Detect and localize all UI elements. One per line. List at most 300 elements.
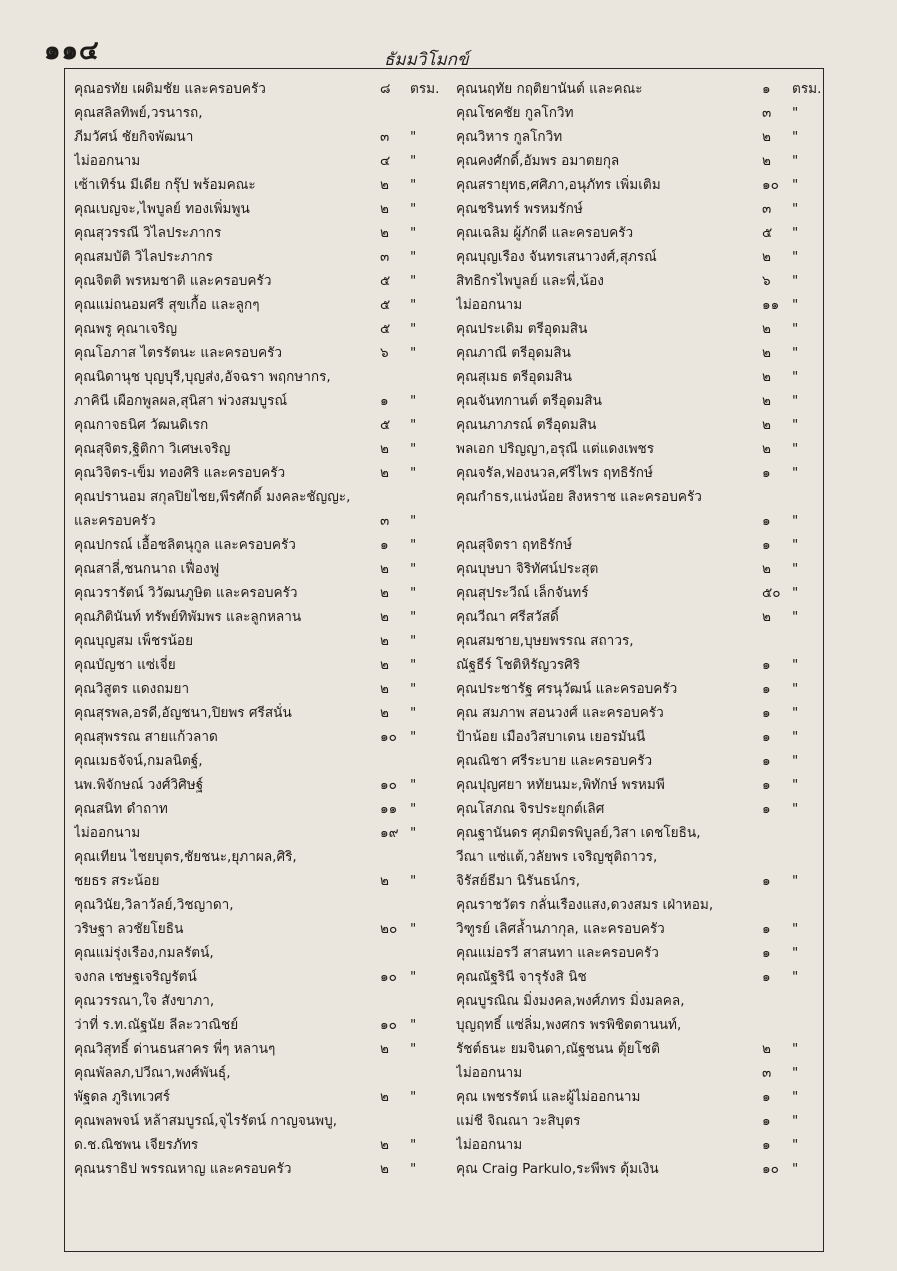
donation-amount: ๔ bbox=[380, 153, 391, 169]
donation-amount: ๑ bbox=[762, 537, 771, 553]
donor-name: คุณปุญศยา หทัยนมะ,พิทักษ์ พรหมพี bbox=[456, 777, 665, 793]
entry-line bbox=[456, 101, 826, 125]
entry-line bbox=[456, 1061, 826, 1085]
donation-unit: " bbox=[792, 465, 799, 481]
entry-line bbox=[456, 869, 826, 893]
donor-name bbox=[456, 509, 762, 533]
donor-name: คุณพัลลภ,ปวีณา,พงศ์พันธุ์, bbox=[74, 1065, 231, 1081]
donation-amount: ๑ bbox=[762, 753, 771, 769]
donation-unit: " bbox=[410, 873, 417, 889]
donor-name: คุณนิดานุช บุญบุรี,บุญส่ง,อัจฉรา พฤกษากร, bbox=[74, 369, 331, 385]
donation-amount: ๑ bbox=[762, 1137, 771, 1153]
donation-amount: ๑ bbox=[762, 729, 771, 745]
donation-unit: " bbox=[410, 825, 417, 841]
donation-amount: ๕ bbox=[762, 225, 773, 241]
donor-entry bbox=[456, 293, 826, 317]
donation-amount: ๒ bbox=[380, 681, 389, 697]
donor-name: คุณนภาภรณ์ ตรีอุดมสิน bbox=[456, 417, 597, 433]
donation-unit: " bbox=[792, 1113, 799, 1129]
donor-entry bbox=[74, 341, 444, 365]
donation-unit: " bbox=[792, 249, 799, 265]
donor-entry bbox=[456, 269, 826, 293]
donation-unit: " bbox=[792, 513, 799, 529]
donation-amount: ๑๐ bbox=[380, 1017, 397, 1033]
entry-line bbox=[456, 1013, 826, 1037]
donation-unit: " bbox=[410, 657, 417, 673]
donation-unit: " bbox=[410, 321, 417, 337]
donor-name: ชยธร สระน้อย bbox=[74, 873, 160, 889]
donation-unit bbox=[792, 989, 826, 1013]
donation-amount: ๕ bbox=[380, 417, 391, 433]
donation-unit: " bbox=[410, 441, 417, 457]
donor-name: วิฑูรย์ เลิศล้ำนภากุล, และครอบครัว bbox=[456, 921, 665, 937]
entry-line bbox=[456, 1037, 826, 1061]
donation-amount: ๑๐ bbox=[380, 729, 397, 745]
entry-line bbox=[456, 797, 826, 821]
entry-line bbox=[456, 173, 826, 197]
donor-name: คุณพรู คุณาเจริญ bbox=[74, 321, 178, 337]
donation-amount: ๘ bbox=[380, 81, 391, 97]
donor-entry bbox=[74, 197, 444, 221]
donor-name: คุณ เพชรรัตน์ และผู้ไม่ออกนาม bbox=[456, 1089, 641, 1105]
donation-unit: " bbox=[792, 705, 799, 721]
donation-unit: " bbox=[410, 273, 417, 289]
entry-line bbox=[456, 821, 826, 845]
entry-line bbox=[74, 197, 444, 221]
donor-entry bbox=[74, 605, 444, 629]
entry-line bbox=[456, 653, 826, 677]
donation-unit: " bbox=[410, 129, 417, 145]
entry-line bbox=[74, 1085, 444, 1109]
donation-amount: ๓ bbox=[380, 249, 390, 265]
donation-unit bbox=[792, 485, 826, 509]
entry-line bbox=[74, 701, 444, 725]
left-column bbox=[74, 77, 444, 1181]
entry-line bbox=[74, 413, 444, 437]
entry-line bbox=[74, 77, 444, 101]
donation-unit bbox=[410, 893, 444, 917]
donation-amount: ๑๐ bbox=[762, 1161, 779, 1177]
donation-amount: ๓ bbox=[762, 105, 772, 121]
donation-unit: " bbox=[792, 177, 799, 193]
entry-line bbox=[74, 773, 444, 797]
donation-unit: " bbox=[792, 393, 799, 409]
donation-unit: " bbox=[792, 321, 799, 337]
donor-name: คุณเฉลิม ผู้ภักดี และครอบครัว bbox=[456, 225, 634, 241]
donation-unit: " bbox=[410, 201, 417, 217]
donation-unit: ตรม. bbox=[792, 81, 822, 97]
donor-name: ป้าน้อย เมืองวิสบาเดน เยอรมันนี bbox=[456, 729, 646, 745]
donation-unit: " bbox=[792, 441, 799, 457]
donation-amount bbox=[380, 941, 410, 965]
donor-name: ด.ช.ณิชพน เจียรภัทร bbox=[74, 1137, 199, 1153]
right-column bbox=[456, 77, 826, 1181]
donation-amount: ๒ bbox=[380, 225, 389, 241]
donation-unit: " bbox=[410, 153, 417, 169]
donation-amount: ๒ bbox=[762, 153, 771, 169]
entry-line bbox=[74, 221, 444, 245]
donation-amount: ๑ bbox=[762, 969, 771, 985]
donor-name: คุณวิสูตร แดงถมยา bbox=[74, 681, 190, 697]
entry-line bbox=[74, 101, 444, 125]
donor-name: คุณสุจิตร,ฐิติกา วิเศษเจริญ bbox=[74, 441, 231, 457]
donor-entry bbox=[74, 821, 444, 845]
entry-line bbox=[74, 677, 444, 701]
donor-entry bbox=[74, 533, 444, 557]
entry-line bbox=[74, 749, 444, 773]
donor-entry bbox=[74, 1037, 444, 1061]
donor-entry bbox=[74, 581, 444, 605]
donation-amount: ๒ bbox=[380, 705, 389, 721]
entry-line bbox=[456, 149, 826, 173]
donor-name: ไม่ออกนาม bbox=[74, 153, 141, 169]
donor-name: คุณวรรณา,ใจ สังขาภา, bbox=[74, 993, 215, 1009]
donor-entry bbox=[74, 485, 444, 533]
entry-line bbox=[74, 581, 444, 605]
donor-entry bbox=[456, 221, 826, 245]
donor-entry bbox=[456, 533, 826, 557]
donation-unit: " bbox=[792, 153, 799, 169]
donation-unit: " bbox=[792, 873, 799, 889]
donor-entry bbox=[74, 461, 444, 485]
entry-line bbox=[74, 1109, 444, 1133]
donation-unit bbox=[792, 893, 826, 917]
entry-line bbox=[74, 1037, 444, 1061]
donation-amount: ๑๑ bbox=[762, 297, 780, 313]
donor-name: คุณณิชา ศรีระบาย และครอบครัว bbox=[456, 753, 653, 769]
donor-entry bbox=[456, 749, 826, 773]
entry-line bbox=[456, 221, 826, 245]
donor-entry bbox=[456, 581, 826, 605]
donation-unit bbox=[410, 989, 444, 1013]
donation-unit: " bbox=[792, 1137, 799, 1153]
donation-amount: ๓ bbox=[762, 1065, 772, 1081]
entry-line bbox=[456, 989, 826, 1013]
donation-amount: ๒ bbox=[762, 441, 771, 457]
donor-entry bbox=[456, 317, 826, 341]
donor-entry bbox=[456, 485, 826, 533]
donation-amount: ๑ bbox=[762, 777, 771, 793]
donation-amount bbox=[762, 629, 792, 653]
donor-name: คุณคงศักดิ์,อัมพร อมาตยกุล bbox=[456, 153, 620, 169]
donor-entry bbox=[74, 269, 444, 293]
donation-amount: ๒ bbox=[380, 873, 389, 889]
donor-name: ภีมวัศน์ ชัยกิจพัฒนา bbox=[74, 129, 194, 145]
donor-name: คุณสุประวีณ์ เล็กจันทร์ bbox=[456, 585, 589, 601]
entry-line bbox=[74, 245, 444, 269]
entry-line bbox=[74, 1013, 444, 1037]
donor-name: แม่ชี จิณณา วะสิบุตร bbox=[456, 1113, 581, 1129]
entry-line bbox=[456, 341, 826, 365]
donor-entry bbox=[456, 1061, 826, 1085]
donation-unit: " bbox=[410, 561, 417, 577]
donor-entry bbox=[456, 461, 826, 485]
entry-line bbox=[74, 1133, 444, 1157]
entry-line bbox=[74, 293, 444, 317]
donor-entry bbox=[74, 845, 444, 893]
entry-line bbox=[74, 989, 444, 1013]
donation-amount: ๓ bbox=[380, 513, 390, 529]
donor-entry bbox=[74, 1061, 444, 1109]
donor-name: วริษฐา ลวชัยโยธิน bbox=[74, 921, 184, 937]
donor-name: คุณจรัล,ฟองนวล,ศรีไพร ฤทธิรักษ์ bbox=[456, 465, 653, 481]
donation-unit bbox=[410, 749, 444, 773]
donor-name: คุณวิสุทธิ์ ด่านธนสาคร พี่ๆ หลานๆ bbox=[74, 1041, 276, 1057]
donation-amount: ๒ bbox=[380, 1137, 389, 1153]
entry-line bbox=[456, 413, 826, 437]
donation-amount bbox=[380, 749, 410, 773]
donation-amount: ๒ bbox=[762, 249, 771, 265]
donation-unit: " bbox=[792, 729, 799, 745]
donation-amount: ๒ bbox=[762, 345, 771, 361]
donor-entry bbox=[74, 701, 444, 725]
donor-entry bbox=[456, 173, 826, 197]
donor-name: คุณ Craig Parkulo,ระพีพร ดุ้มเงิน bbox=[456, 1161, 659, 1177]
entry-line bbox=[74, 461, 444, 485]
donation-unit: " bbox=[792, 1065, 799, 1081]
entry-line bbox=[74, 1061, 444, 1085]
donor-name: คุณณัฐรินี จารุรังสิ นิช bbox=[456, 969, 587, 985]
donation-unit: " bbox=[410, 969, 417, 985]
donor-name: คุณแม่รุ่งเรือง,กมลรัตน์, bbox=[74, 945, 214, 961]
entry-line bbox=[456, 749, 826, 773]
donation-unit: " bbox=[792, 969, 799, 985]
donor-entry bbox=[456, 1133, 826, 1157]
donor-entry bbox=[456, 677, 826, 701]
entry-line bbox=[74, 725, 444, 749]
donation-amount bbox=[762, 1013, 792, 1037]
donation-amount bbox=[380, 101, 410, 125]
donation-unit: ตรม. bbox=[410, 81, 440, 97]
donor-entry bbox=[74, 797, 444, 821]
donor-entry bbox=[456, 557, 826, 581]
donation-unit: " bbox=[792, 681, 799, 697]
donation-unit: " bbox=[792, 561, 799, 577]
entry-line bbox=[74, 941, 444, 965]
donation-amount: ๒ bbox=[762, 417, 771, 433]
donation-amount bbox=[762, 845, 792, 869]
donor-entry bbox=[74, 725, 444, 749]
donation-amount: ๒ bbox=[380, 201, 389, 217]
donor-entry bbox=[456, 341, 826, 365]
donation-unit: " bbox=[792, 801, 799, 817]
donor-entry bbox=[74, 557, 444, 581]
donor-name: คุณสุรพล,อรดี,อัญชนา,ปิยพร ศรีสนั่น bbox=[74, 705, 292, 721]
entry-line bbox=[456, 509, 826, 533]
entry-line bbox=[74, 557, 444, 581]
entry-line bbox=[456, 437, 826, 461]
donation-amount: ๒ bbox=[762, 321, 771, 337]
entry-line bbox=[456, 773, 826, 797]
donation-amount: ๑ bbox=[762, 465, 771, 481]
donor-name: คุณนราธิป พรรณหาญ และครอบครัว bbox=[74, 1161, 292, 1177]
donation-amount: ๒ bbox=[380, 657, 389, 673]
entry-line bbox=[456, 533, 826, 557]
donation-amount: ๑ bbox=[762, 801, 771, 817]
donor-entry bbox=[456, 605, 826, 629]
donor-entry bbox=[456, 413, 826, 437]
donation-unit bbox=[792, 821, 826, 845]
donor-entry bbox=[74, 221, 444, 245]
donor-name: คุณราชวัตร กลั่นเรืองแสง,ดวงสมร เฝ่าหอม, bbox=[456, 897, 714, 913]
entry-line bbox=[74, 797, 444, 821]
donation-unit: " bbox=[792, 129, 799, 145]
donor-name: พลเอก ปริญญา,อรุณี แต่แดงเพชร bbox=[456, 441, 655, 457]
entry-line bbox=[456, 317, 826, 341]
donor-name: วีณา แซ่แต้,วลัยพร เจริญชุติถาวร, bbox=[456, 849, 658, 865]
donation-unit: " bbox=[410, 297, 417, 313]
donor-entry bbox=[456, 797, 826, 821]
donor-name: ไม่ออกนาม bbox=[456, 1065, 523, 1081]
donor-name: คุณวิจิตร-เข็ม ทองศิริ และครอบครัว bbox=[74, 465, 286, 481]
donation-amount: ๑ bbox=[762, 921, 771, 937]
donor-entry bbox=[74, 893, 444, 941]
donor-name: คุณพลพจน์ หล้าสมบูรณ์,จุไรรัตน์ กาญจนพบู, bbox=[74, 1113, 338, 1129]
donation-amount bbox=[380, 845, 410, 869]
entry-line bbox=[74, 893, 444, 917]
donation-unit: " bbox=[410, 1041, 417, 1057]
donation-amount: ๑ bbox=[762, 657, 771, 673]
donor-entry bbox=[74, 317, 444, 341]
donor-name: เซ้าเทิร์น มีเดีย กรุ๊ป พร้อมคณะ bbox=[74, 177, 256, 193]
donation-amount: ๒ bbox=[380, 441, 389, 457]
entry-line bbox=[456, 605, 826, 629]
donation-unit: " bbox=[792, 657, 799, 673]
donor-entry bbox=[74, 413, 444, 437]
donor-name: คุณสมชาย,บุษยพรรณ สถาวร, bbox=[456, 633, 634, 649]
donation-amount bbox=[380, 485, 410, 509]
entry-line bbox=[74, 173, 444, 197]
donor-entry bbox=[456, 365, 826, 389]
donation-amount bbox=[380, 989, 410, 1013]
donation-unit bbox=[792, 629, 826, 653]
donor-name: บุญฤทธิ์ แซ่ลิ่ม,พงศกร พรพิชิตตานนท์, bbox=[456, 1017, 682, 1033]
donation-amount: ๑ bbox=[762, 513, 771, 529]
donor-entry bbox=[456, 77, 826, 101]
donor-entry bbox=[456, 197, 826, 221]
donation-amount: ๒ bbox=[380, 177, 389, 193]
entry-line bbox=[74, 533, 444, 557]
donation-amount: ๕ bbox=[380, 321, 391, 337]
donation-amount bbox=[762, 485, 792, 509]
donor-name: ไม่ออกนาม bbox=[456, 1137, 523, 1153]
entry-line bbox=[456, 245, 826, 269]
entry-line bbox=[456, 365, 826, 389]
donation-amount bbox=[380, 893, 410, 917]
donation-unit: " bbox=[792, 297, 799, 313]
donor-entry bbox=[74, 629, 444, 653]
donation-amount: ๒ bbox=[762, 393, 771, 409]
donor-name: คุณวิหาร กูลโกวิท bbox=[456, 129, 563, 145]
donation-amount: ๒ bbox=[380, 609, 389, 625]
entry-line bbox=[74, 629, 444, 653]
donation-unit bbox=[410, 1061, 444, 1085]
donor-name: ไม่ออกนาม bbox=[74, 825, 141, 841]
donation-unit: " bbox=[792, 945, 799, 961]
donor-entry bbox=[74, 1157, 444, 1181]
donation-unit: " bbox=[410, 177, 417, 193]
donation-amount: ๖ bbox=[762, 273, 771, 289]
donation-amount: ๒ bbox=[380, 1041, 389, 1057]
donor-entry bbox=[456, 773, 826, 797]
donation-unit: " bbox=[410, 681, 417, 697]
donor-entry bbox=[456, 725, 826, 749]
donor-name: คุณสุจิตรา ฤทธิรักษ์ bbox=[456, 537, 573, 553]
donation-amount: ๑ bbox=[380, 393, 389, 409]
donor-entry bbox=[456, 965, 826, 989]
entry-line bbox=[456, 1157, 826, 1181]
donation-unit bbox=[792, 845, 826, 869]
donor-name: ณัฐธีร์ โชติหิรัญวรศิริ bbox=[456, 657, 581, 673]
donation-unit: " bbox=[792, 921, 799, 937]
donor-name: คุณประเดิม ตรีอุดมสิน bbox=[456, 321, 588, 337]
donation-amount bbox=[762, 821, 792, 845]
entry-line bbox=[74, 125, 444, 149]
donor-entry bbox=[456, 245, 826, 269]
donation-unit bbox=[410, 845, 444, 869]
donor-name: คุณกำธร,แน่งน้อย สิงหราช และครอบครัว bbox=[456, 489, 702, 505]
donation-amount: ๓ bbox=[762, 201, 772, 217]
entry-line bbox=[456, 725, 826, 749]
entry-line bbox=[74, 605, 444, 629]
donor-name: คุณนฤทัย กฤติยานันต์ และคณะ bbox=[456, 81, 643, 97]
donation-unit: " bbox=[792, 417, 799, 433]
donor-entry bbox=[74, 173, 444, 197]
donor-name: คุณประชารัฐ ศรนุวัฒน์ และครอบครัว bbox=[456, 681, 678, 697]
entry-line bbox=[74, 317, 444, 341]
donor-name: คุณกาจธนิศ วัฒนดิเรก bbox=[74, 417, 209, 433]
donor-entry bbox=[74, 245, 444, 269]
donor-name: คุณอรทัย เผดิมชัย และครอบครัว bbox=[74, 81, 266, 97]
donor-name: คุณบุษบา จิริทัศน์ประสุต bbox=[456, 561, 599, 577]
entry-line bbox=[74, 1157, 444, 1181]
entry-line bbox=[74, 149, 444, 173]
donation-unit: " bbox=[792, 105, 799, 121]
entry-line bbox=[74, 965, 444, 989]
donor-name: คุณวีณา ศรีสวัสดิ์ bbox=[456, 609, 559, 625]
donation-amount: ๒ bbox=[380, 633, 389, 649]
donation-unit: " bbox=[410, 585, 417, 601]
donation-amount: ๒ bbox=[380, 1089, 389, 1105]
donation-unit: " bbox=[410, 1137, 417, 1153]
donation-amount: ๑๐ bbox=[762, 177, 779, 193]
donation-amount: ๑๐ bbox=[380, 969, 397, 985]
donor-name: พัฐดล ภูริเทเวศร์ bbox=[74, 1089, 171, 1105]
donation-amount: ๕ bbox=[380, 297, 391, 313]
donation-unit bbox=[410, 1109, 444, 1133]
donor-entry bbox=[456, 821, 826, 893]
donor-name: คุณบูรณิณ มิ่งมงคล,พงศ์ภทร มิ่งมลคล, bbox=[456, 993, 685, 1009]
donor-name: คุณสุพรรณ สายแก้วลาด bbox=[74, 729, 218, 745]
donation-amount: ๑ bbox=[380, 537, 389, 553]
page-number: ๑๑๔ bbox=[44, 36, 100, 66]
donation-amount bbox=[380, 1109, 410, 1133]
entry-line bbox=[74, 917, 444, 941]
entry-line bbox=[456, 893, 826, 917]
entry-line bbox=[456, 269, 826, 293]
donation-amount: ๑๑ bbox=[380, 801, 398, 817]
donation-unit: " bbox=[410, 1089, 417, 1105]
donation-unit: " bbox=[410, 633, 417, 649]
donation-unit bbox=[410, 485, 444, 509]
donor-name: คุณบุญเรือง จันทรเสนาวงศ์,สุภรณ์ bbox=[456, 249, 657, 265]
entry-line bbox=[456, 845, 826, 869]
donor-entry bbox=[456, 149, 826, 173]
donation-amount: ๒ bbox=[762, 1041, 771, 1057]
donation-amount: ๒ bbox=[380, 585, 389, 601]
donation-unit: " bbox=[410, 1161, 417, 1177]
donation-amount: ๕ bbox=[380, 273, 391, 289]
